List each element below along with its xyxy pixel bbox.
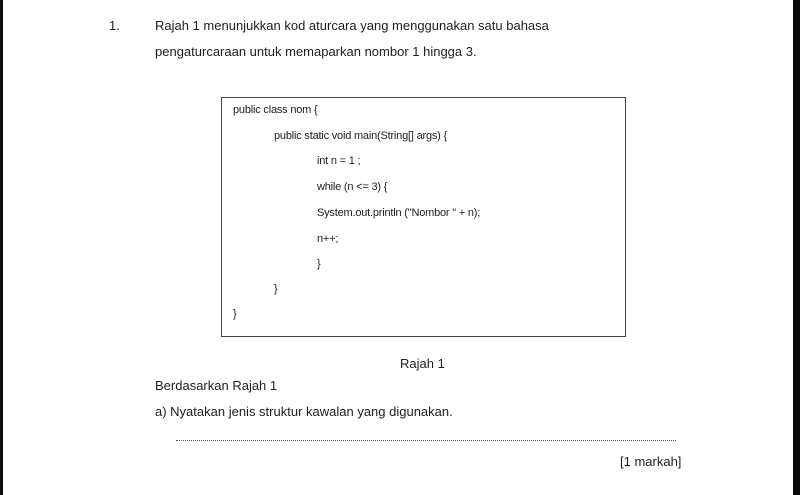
code-line: int n = 1 ; xyxy=(317,155,361,167)
exam-page xyxy=(3,0,793,495)
code-line: } xyxy=(233,308,237,320)
code-line: public class nom { xyxy=(233,104,318,116)
prompt-text: Berdasarkan Rajah 1 xyxy=(155,378,278,393)
marks-label: [1 markah] xyxy=(620,454,682,469)
code-line: n++; xyxy=(317,233,339,245)
code-line: } xyxy=(317,258,321,270)
code-figure-box xyxy=(221,97,626,337)
code-line: System.out.println ("Nombor " + n); xyxy=(317,207,481,219)
figure-caption: Rajah 1 xyxy=(400,356,445,371)
question-number: 1. xyxy=(109,18,120,33)
question-text-line-2: pengaturcaraan untuk memaparkan nombor 1 hingga 3. xyxy=(155,44,477,59)
code-line: } xyxy=(274,283,278,295)
answer-line[interactable] xyxy=(176,440,676,441)
question-text-line-1: Rajah 1 menunjukkan kod aturcara yang menggunakan satu bahasa xyxy=(155,18,549,33)
code-line: public static void main(String[] args) { xyxy=(274,130,447,142)
sub-question-text: a) Nyatakan jenis struktur kawalan yang digunakan. xyxy=(155,404,453,419)
code-line: while (n <= 3) { xyxy=(317,181,388,193)
